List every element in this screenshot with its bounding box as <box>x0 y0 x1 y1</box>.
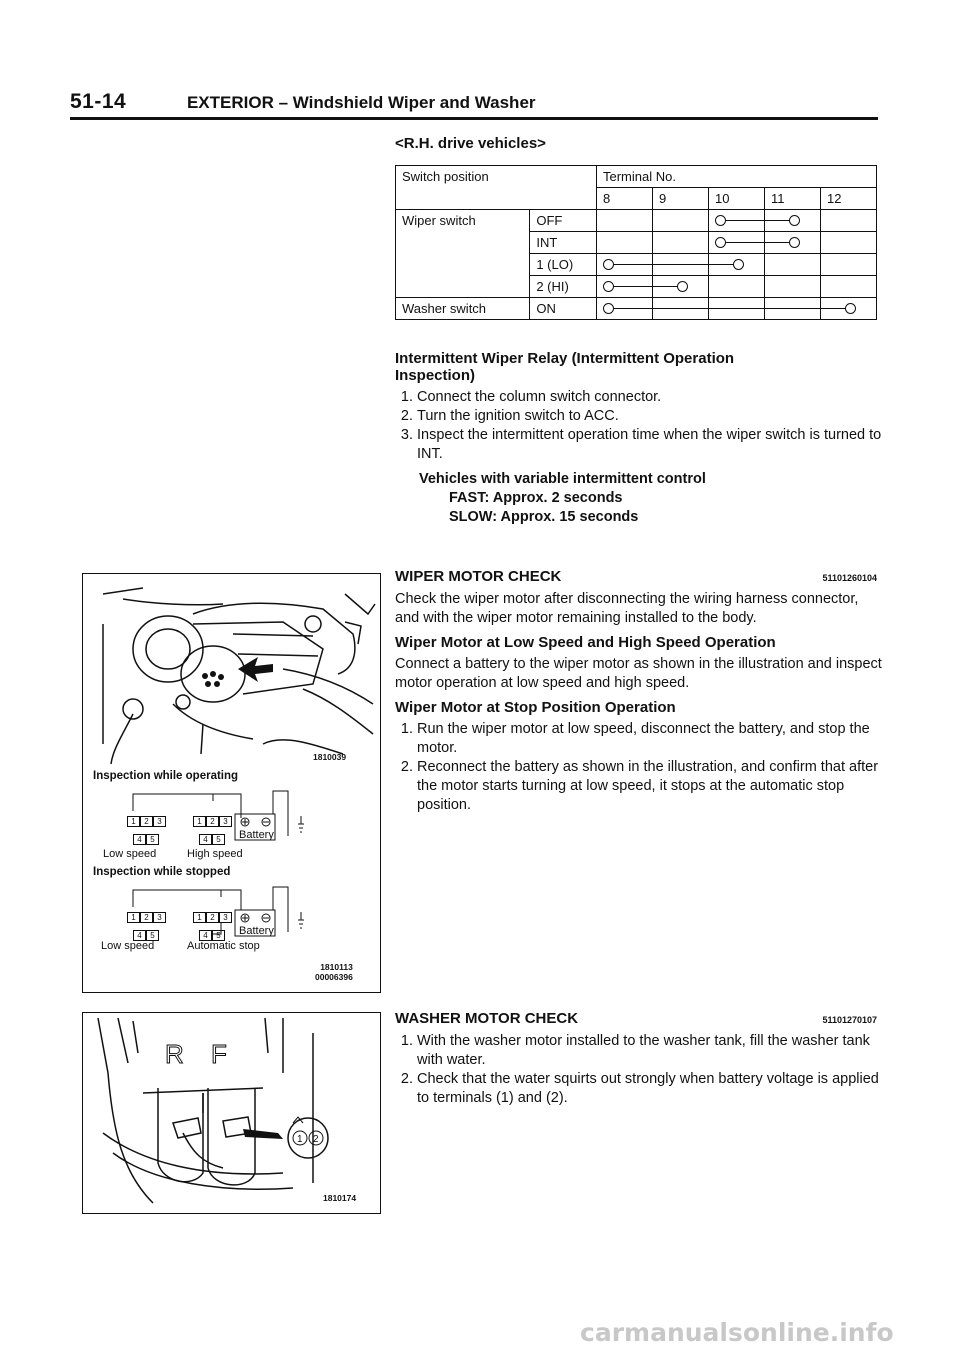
watermark: carmanualsonline.info <box>580 1318 894 1347</box>
high-speed-label: High speed <box>187 848 243 860</box>
intermittent-step: 1. Connect the column switch connector. <box>417 388 885 407</box>
terminal-10: 10 <box>709 188 765 210</box>
row-position: 1 (LO) <box>530 254 597 276</box>
low-speed-connector: 1 2 3 4 5 <box>127 811 166 847</box>
row-position: OFF <box>530 210 597 232</box>
low-speed-label-stop: Low speed <box>101 940 155 952</box>
low-high-text: Connect a battery to the wiper motor as shown in the illustration and inspect motor operation at low speed and high speed. <box>395 656 882 691</box>
fig1-code-bottom-2: 00006396 <box>315 972 353 982</box>
stop-heading: Wiper Motor at Stop Position Operation <box>395 699 676 716</box>
washer-step: 2. Check that the water squirts out strongly when battery voltage is applied to terminals (1) and (2). <box>417 1070 885 1108</box>
battery-label: Battery <box>239 925 274 937</box>
battery-label: Battery <box>239 829 274 841</box>
fig2-label-f: F <box>211 1039 227 1069</box>
continuity-lines <box>0 0 960 360</box>
washer-motor-figure <box>82 1012 381 1214</box>
continuity-terminal <box>716 216 726 226</box>
auto-stop-connector: 1 2 3 4 5 <box>193 907 232 943</box>
connector-pin-1: 1 <box>297 1134 303 1145</box>
slow-value: SLOW: Approx. 15 seconds <box>449 509 639 525</box>
terminal-8: 8 <box>597 188 653 210</box>
washer-motor-section <box>395 1010 885 1108</box>
switch-position-header: Switch position <box>396 166 597 210</box>
continuity-terminal <box>716 238 726 248</box>
intermittent-heading-2: Inspection) <box>395 367 476 384</box>
stop-step: 1. Run the wiper motor at low speed, disconnect the battery, and stop the motor. <box>417 720 885 758</box>
washer-switch-label: Washer switch <box>396 298 530 320</box>
fast-value: FAST: Approx. 2 seconds <box>449 490 623 506</box>
continuity-terminal <box>678 282 688 292</box>
intermittent-heading-1: Intermittent Wiper Relay (Intermittent Operation <box>395 350 735 367</box>
wiper-motor-section <box>395 568 885 815</box>
fig2-code: 1810174 <box>323 1193 357 1203</box>
intermittent-section <box>395 350 885 527</box>
washer-motor-illustration <box>83 1013 380 1213</box>
fig1-code-top: 1810039 <box>313 752 347 762</box>
washer-step: 1. With the washer motor installed to the washer tank, fill the washer tank with water. <box>417 1032 885 1070</box>
row-position: ON <box>530 298 597 320</box>
intermittent-step: 2. Turn the ignition switch to ACC. <box>417 407 885 426</box>
continuity-terminal <box>734 260 744 270</box>
high-speed-connector: 1 2 3 4 5 <box>193 811 232 847</box>
row-position: INT <box>530 232 597 254</box>
fig2-label-r: R <box>165 1039 184 1069</box>
terminal-no-header: Terminal No. <box>597 166 877 188</box>
fig1-code-bottom-1: 1810113 <box>320 962 353 972</box>
wiper-motor-heading: WIPER MOTOR CHECK <box>395 568 562 585</box>
wiper-motor-intro: Check the wiper motor after disconnecting the wiring harness connector, and with the wiper motor remaining installed to the body. <box>395 591 859 626</box>
wiper-motor-code: 51101260104 <box>822 573 877 583</box>
intermittent-step: 3. Inspect the intermittent operation time when the wiper switch is turned to INT. <box>417 426 885 464</box>
low-speed-label: Low speed <box>103 848 157 860</box>
page-number: 51-14 <box>70 90 127 113</box>
caption-inspection-operating: Inspection while operating <box>93 770 239 782</box>
wiper-motor-figure <box>82 573 381 993</box>
washer-motor-code: 51101270107 <box>822 1015 877 1025</box>
continuity-terminal <box>790 238 800 248</box>
caption-inspection-stopped: Inspection while stopped <box>93 866 231 878</box>
stop-step: 2. Reconnect the battery as shown in the illustration, and confirm that after the motor starts turning at low speed, it stops at the automatic stop position. <box>417 758 885 815</box>
wiper-switch-label: Wiper switch <box>396 210 530 298</box>
variable-heading: Vehicles with variable intermittent control <box>419 471 706 487</box>
row-position: 2 (HI) <box>530 276 597 298</box>
continuity-terminal <box>604 260 614 270</box>
automatic-stop-label: Automatic stop <box>187 940 260 952</box>
connector-pin-2: 2 <box>313 1134 319 1145</box>
low-speed-connector-stop: 1 2 3 4 5 <box>127 907 166 943</box>
terminal-12: 12 <box>821 188 877 210</box>
terminal-9: 9 <box>653 188 709 210</box>
continuity-terminal <box>790 216 800 226</box>
low-high-heading: Wiper Motor at Low Speed and High Speed Operation <box>395 634 776 651</box>
continuity-terminal <box>604 304 614 314</box>
continuity-terminal <box>604 282 614 292</box>
continuity-terminal <box>846 304 856 314</box>
terminal-11: 11 <box>765 188 821 210</box>
page-title: EXTERIOR – Windshield Wiper and Washer <box>186 93 536 112</box>
washer-motor-heading: WASHER MOTOR CHECK <box>395 1010 579 1027</box>
rh-drive-heading: <R.H. drive vehicles> <box>395 135 546 152</box>
wiper-motor-illustration <box>83 574 380 766</box>
fig1-code-bottom <box>315 962 353 982</box>
